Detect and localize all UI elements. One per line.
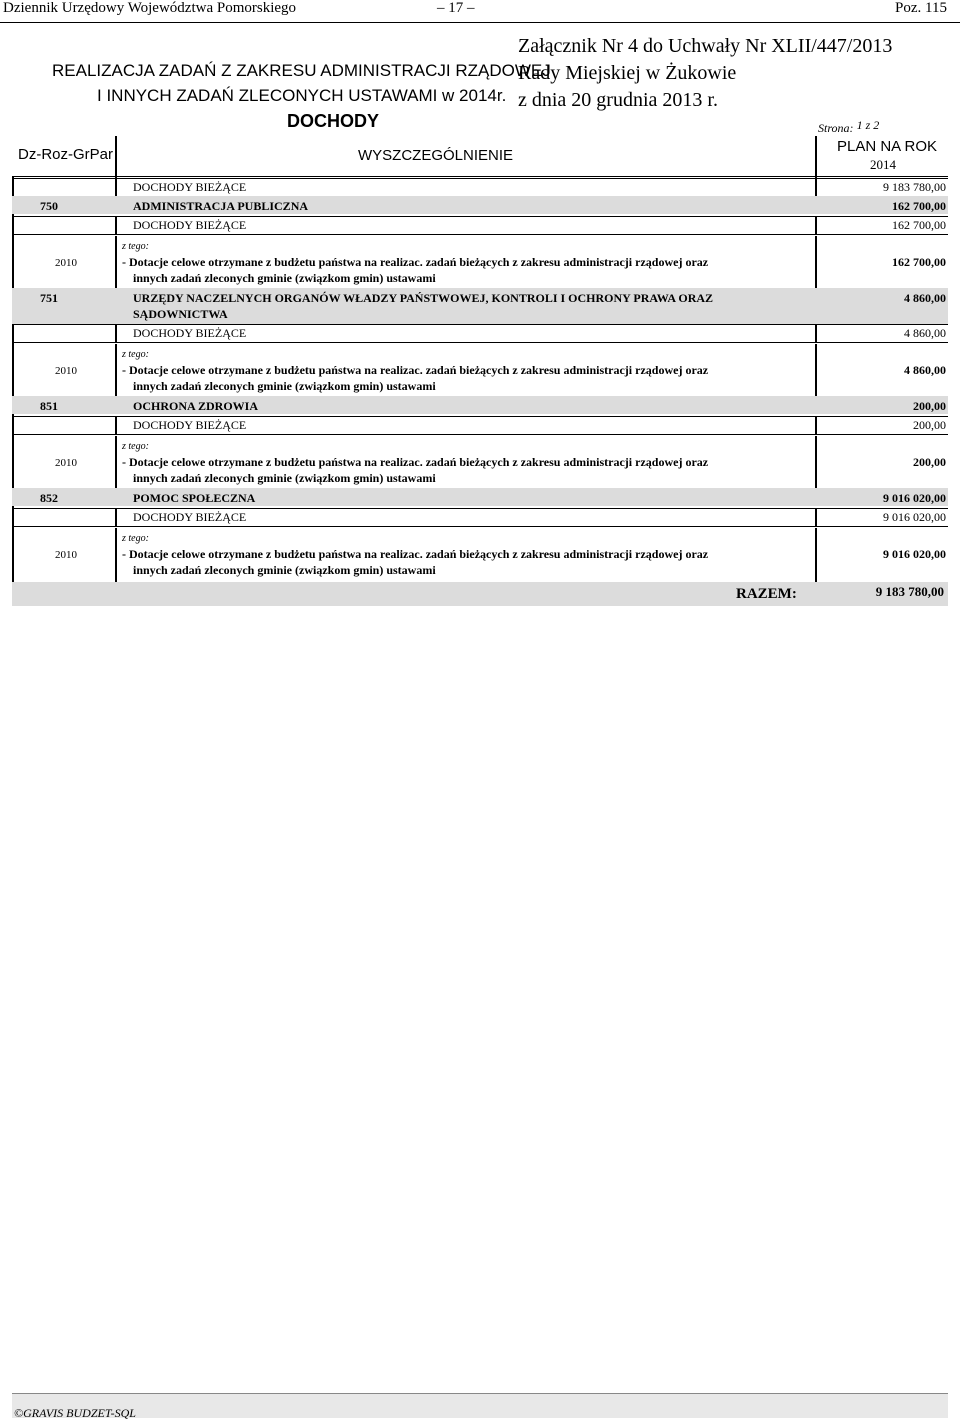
row-rule <box>12 434 948 435</box>
row-divider <box>115 236 117 290</box>
row-divider <box>815 528 817 582</box>
section-value: 200,00 <box>913 399 946 413</box>
detail-line2: innych zadań zleconych gminie (związkom gmin) ustawami <box>133 271 436 285</box>
section-value: 162 700,00 <box>892 199 946 213</box>
journal-title: Dziennik Urzędowy Województwa Pomorskiego <box>3 0 297 16</box>
row-divider <box>115 508 117 526</box>
section-code: 852 <box>40 491 58 505</box>
row-divider <box>115 436 117 490</box>
row-divider <box>815 508 817 526</box>
detail-line1: - Dotacje celowe otrzymane z budżetu państwa na realizac. zadań bieżących z zakresu administracji rządowej oraz <box>122 547 709 561</box>
column-header-description: WYSZCZEGÓLNIENIE <box>358 147 514 164</box>
section-value: 9 016 020,00 <box>883 491 946 505</box>
column-header-plan: PLAN NA ROK <box>837 138 938 155</box>
row-divider <box>815 236 817 290</box>
detail-code: 2010 <box>55 549 77 561</box>
detail-line1: - Dotacje celowe otrzymane z budżetu państwa na realizac. zadań bieżących z zakresu administracji rządowej oraz <box>122 455 709 469</box>
detail-of-which: z tego: <box>122 241 149 252</box>
section-code: 750 <box>40 199 58 213</box>
detail-value: 4 860,00 <box>904 363 946 377</box>
detail-line1: - Dotacje celowe otrzymane z budżetu państwa na realizac. zadań bieżących z zakresu administracji rządowej oraz <box>122 363 709 377</box>
row-divider <box>815 216 817 234</box>
detail-of-which: z tego: <box>122 349 149 360</box>
detail-line2: innych zadań zleconych gminie (związkom gmin) ustawami <box>133 563 436 577</box>
current-income-label: DOCHODY BIEŻĄCE <box>133 218 247 232</box>
report-section-title: DOCHODY <box>287 111 380 131</box>
detail-value: 162 700,00 <box>892 255 946 269</box>
row-rule <box>12 324 948 325</box>
column-header-code: Dz-Roz-GrPar <box>18 146 114 163</box>
current-income-label: DOCHODY BIEŻĄCE <box>133 180 247 194</box>
detail-code: 2010 <box>55 457 77 469</box>
header-rule <box>0 22 960 23</box>
row-divider <box>115 528 117 582</box>
current-income-label: DOCHODY BIEŻĄCE <box>133 510 247 524</box>
row-rule <box>12 216 948 217</box>
row-divider <box>115 344 117 398</box>
row-rule <box>12 234 948 235</box>
row-divider <box>115 178 117 196</box>
section-value: 4 860,00 <box>904 291 946 305</box>
section-code: 851 <box>40 399 58 413</box>
page-indicator-label: Strona: <box>818 121 854 135</box>
row-divider <box>115 324 117 342</box>
row-divider <box>815 324 817 342</box>
page-indicator-value: 1 z 2 <box>856 118 880 132</box>
total-label: RAZEM: <box>736 586 797 602</box>
table-left-border <box>12 176 14 606</box>
header-divider <box>815 136 817 178</box>
footer-copyright: ©GRAVIS BUDZET-SQL <box>14 1406 136 1420</box>
section-label: ADMINISTRACJA PUBLICZNA <box>133 199 309 213</box>
total-band <box>12 582 948 606</box>
section-label: URZĘDY NACZELNYCH ORGANÓW WŁADZY PAŃSTWOWEJ, KONTROLI I OCHRONY PRAWA ORAZ <box>133 291 714 305</box>
row-divider <box>115 216 117 234</box>
detail-value: 9 016 020,00 <box>883 547 946 561</box>
position-number: Poz. 115 <box>895 0 947 16</box>
column-header-year: 2014 <box>870 157 896 172</box>
attachment-line2: Rady Miejskiej w Żukowie <box>518 62 737 84</box>
detail-line2: innych zadań zleconych gminie (związkom gmin) ustawami <box>133 471 436 485</box>
section-label: OCHRONA ZDROWIA <box>133 399 259 413</box>
detail-of-which: z tego: <box>122 533 149 544</box>
detail-line1: - Dotacje celowe otrzymane z budżetu państwa na realizac. zadań bieżących z zakresu administracji rządowej oraz <box>122 255 709 269</box>
report-title-line2: I INNYCH ZADAŃ ZLECONYCH USTAWAMI w 2014r. <box>97 86 507 105</box>
footer-band <box>12 1393 948 1418</box>
current-income-label: DOCHODY BIEŻĄCE <box>133 418 247 432</box>
row-rule <box>12 508 948 509</box>
attachment-line3: z dnia 20 grudnia 2013 r. <box>518 89 718 111</box>
section-code: 751 <box>40 291 58 305</box>
section-label: POMOC SPOŁECZNA <box>133 491 256 505</box>
attachment-line1: Załącznik Nr 4 do Uchwały Nr XLII/447/2013 <box>518 35 893 57</box>
report-title-line1: REALIZACJA ZADAŃ Z ZAKRESU ADMINISTRACJI RZĄDOWEJ <box>52 61 551 80</box>
detail-value: 200,00 <box>913 455 946 469</box>
row-divider <box>815 436 817 490</box>
header-divider <box>115 136 117 178</box>
row-rule <box>12 342 948 343</box>
detail-code: 2010 <box>55 365 77 377</box>
detail-line2: innych zadań zleconych gminie (związkom gmin) ustawami <box>133 379 436 393</box>
row-divider <box>815 344 817 398</box>
row-divider <box>815 416 817 434</box>
detail-code: 2010 <box>55 257 77 269</box>
current-income-value: 200,00 <box>913 418 946 432</box>
detail-of-which: z tego: <box>122 441 149 452</box>
current-income-value: 9 183 780,00 <box>883 180 946 194</box>
row-divider <box>815 178 817 196</box>
row-divider <box>115 416 117 434</box>
current-income-value: 162 700,00 <box>892 218 946 232</box>
row-rule <box>12 526 948 527</box>
current-income-value: 9 016 020,00 <box>883 510 946 524</box>
row-rule <box>12 416 948 417</box>
header-bottom-rule <box>12 176 948 177</box>
page-indicator <box>818 118 879 136</box>
current-income-value: 4 860,00 <box>904 326 946 340</box>
row-rule <box>12 178 948 179</box>
section-label-cont: SĄDOWNICTWA <box>133 307 228 321</box>
page-number: – 17 – <box>437 0 475 16</box>
total-value: 9 183 780,00 <box>875 584 944 599</box>
current-income-label: DOCHODY BIEŻĄCE <box>133 326 247 340</box>
